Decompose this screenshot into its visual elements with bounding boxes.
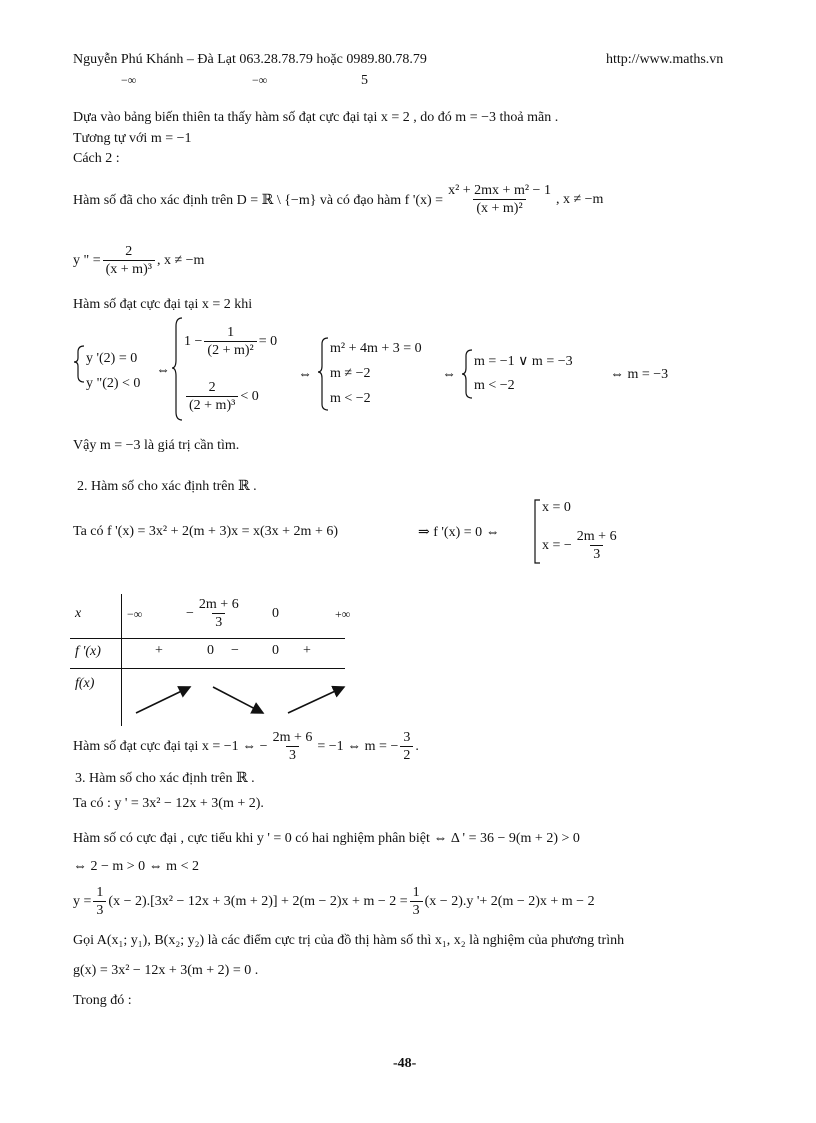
fraction-numerator: 1 xyxy=(412,885,420,900)
section-heading: 2. Hàm số cho xác định trên ℝ . xyxy=(77,479,257,494)
fraction-denominator: 3 xyxy=(590,545,603,563)
y-expression xyxy=(73,880,595,924)
eq-part: 1 − xyxy=(184,334,203,349)
arrow-up xyxy=(136,687,190,713)
ypp-lhs: y " = xyxy=(73,253,101,268)
fraction-denominator: 3 xyxy=(93,901,106,919)
domain-text: Hàm số đã cho xác định trên D = ℝ \ {−m} và có đạo hàm f '(x) = xyxy=(73,192,444,208)
fraction-denominator: (x + m)² xyxy=(473,199,525,217)
fraction-numerator: 3 xyxy=(403,730,411,745)
fraction-numerator: 1 xyxy=(227,325,235,340)
page-number: -48- xyxy=(393,1056,417,1071)
fraction-numerator: 2 xyxy=(208,380,216,395)
table-x-value: −∞ xyxy=(127,607,143,621)
system-eq: m < −2 xyxy=(330,391,371,406)
fraction-denominator: 3 xyxy=(212,613,225,631)
arrow-up xyxy=(288,687,344,713)
header-overflow-2: −∞ xyxy=(252,73,268,87)
text-heading-cach2: Cách 2 : xyxy=(73,151,120,166)
condition-line xyxy=(73,724,419,770)
fraction-numerator: 2m + 6 xyxy=(198,597,239,612)
text-line: Tương tự với m = −1 xyxy=(73,131,192,146)
fraction xyxy=(93,885,106,919)
fraction-numerator: 2 xyxy=(125,244,133,259)
fraction-denominator: 2 xyxy=(400,746,413,764)
table-row-label-x: x xyxy=(75,606,82,621)
fraction-denominator: (2 + m)³ xyxy=(186,396,238,414)
eq-part: (x − 2).[3x² − 12x + 3(m + 2)] + 2(m − 2)x + m − 2 = xyxy=(108,894,408,909)
fraction xyxy=(410,885,423,919)
derivative-iff: ⇒ f '(x) = 0 ⇔ xyxy=(418,525,500,540)
iff-symbol: ⇔ xyxy=(298,367,312,382)
derivative-line: Ta có f '(x) = 3x² + 2(m + 3)x = x(3x + 2m + 6) xyxy=(73,524,339,539)
table-sign: − xyxy=(231,643,239,658)
eq-part: = −1 ⇔ m = − xyxy=(317,739,399,754)
fraction xyxy=(400,730,413,764)
eq-part: x = − xyxy=(542,538,572,553)
header-overflow-1: −∞ xyxy=(121,73,137,87)
text-line: Trong đó : xyxy=(73,993,132,1008)
condition-text: , x ≠ −m xyxy=(156,253,205,268)
system-eq: m² + 4m + 3 = 0 xyxy=(330,341,422,356)
text-line: Gọi A(x₁; y₁), B(x₂; y₂) là các điểm cực trị của đồ thị hàm số thì x₁, x₂ là nghiệm của phương trình xyxy=(73,933,625,948)
eq-part: (x − 2).y '+ 2(m − 2)x + m − 2 xyxy=(424,894,595,909)
text-line: g(x) = 3x² − 12x + 3(m + 2) = 0 . xyxy=(73,963,259,978)
system-eq: m = −1 ∨ m = −3 xyxy=(474,354,573,369)
fraction-numerator: 2m + 6 xyxy=(576,529,617,544)
text-line: Dựa vào bảng biến thiên ta thấy hàm số đạt cực đại tại x = 2 , do đó m = −3 thoả mãn . xyxy=(73,110,559,125)
section-heading: 3. Hàm số cho xác định trên ℝ . xyxy=(75,771,255,786)
system-eq: m ≠ −2 xyxy=(330,366,371,381)
table-sign: + xyxy=(303,643,311,658)
text-line: ⇔ 2 − m > 0 ⇔ m < 2 xyxy=(73,859,199,874)
eq-part: Hàm số đạt cực đại tại x = −1 ⇔ − xyxy=(73,739,268,754)
eq-part: = 0 xyxy=(258,334,278,349)
fraction-denominator: 3 xyxy=(286,746,299,764)
header-author: Nguyễn Phú Khánh – Đà Lạt 063.28.78.79 hoặc 0989.80.78.79 xyxy=(73,52,427,67)
eq-part: . xyxy=(415,739,419,754)
system-eq: m < −2 xyxy=(474,378,515,393)
fraction-denominator: (x + m)³ xyxy=(103,260,155,278)
system-eq: y "(2) < 0 xyxy=(86,376,141,391)
eq-part: − xyxy=(186,606,194,621)
fraction-numerator: x² + 2mx + m² − 1 xyxy=(448,183,551,198)
root-eq: x = 0 xyxy=(542,500,571,515)
text-line: Vậy m = −3 là giá trị cần tìm. xyxy=(73,438,240,453)
fraction-numerator: 2m + 6 xyxy=(272,730,313,745)
eq-part: y = xyxy=(73,894,92,909)
header-website: http://www.maths.vn xyxy=(606,52,724,67)
arrow-down xyxy=(213,687,263,713)
system-result: ⇔ m = −3 xyxy=(610,367,669,382)
text-line: Hàm số có cực đại , cực tiểu khi y ' = 0 có hai nghiệm phân biệt ⇔ Δ ' = 36 − 9(m + 2) > 0 xyxy=(73,831,580,846)
fraction-denominator: 3 xyxy=(410,901,423,919)
system-eq: y '(2) = 0 xyxy=(86,351,138,366)
table-sign: + xyxy=(155,643,163,658)
condition-text: , x ≠ −m xyxy=(555,192,604,207)
table-row-label-fprime: f '(x) xyxy=(75,644,101,659)
iff-symbol: ⇔ xyxy=(156,363,170,378)
fraction xyxy=(270,730,316,764)
fraction-denominator: (2 + m)² xyxy=(204,341,256,359)
fraction-numerator: 1 xyxy=(96,885,104,900)
iff-symbol: ⇔ xyxy=(442,367,456,382)
table-row-label-f: f(x) xyxy=(75,676,95,691)
table-sign: 0 xyxy=(272,643,279,658)
eq-part: < 0 xyxy=(240,389,259,404)
header-overflow-3: 5 xyxy=(361,73,368,88)
table-x-value: +∞ xyxy=(335,607,351,621)
table-x-value: 0 xyxy=(272,606,279,621)
text-line: Hàm số đạt cực đại tại x = 2 khi xyxy=(73,297,253,312)
table-sign: 0 xyxy=(207,643,214,658)
text-line: Ta có : y ' = 3x² − 12x + 3(m + 2). xyxy=(73,796,264,811)
